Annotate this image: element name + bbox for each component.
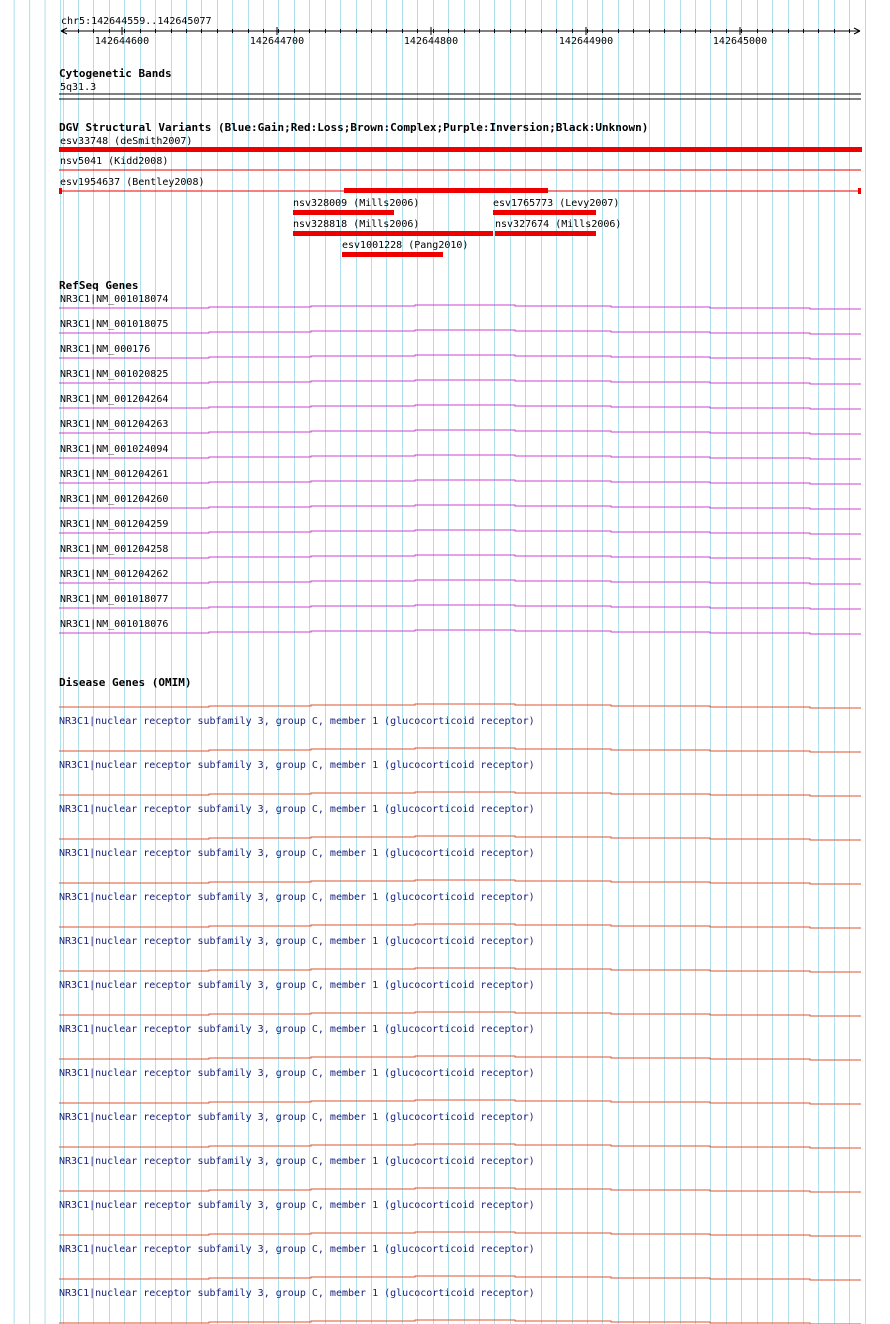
variant-label[interactable]: nsv5041 (Kidd2008) [60,156,169,167]
omim-track-title: Disease Genes (OMIM) [59,676,192,689]
refseq-gene-label[interactable]: NR3C1|NM_001018077 [60,594,169,605]
refseq-gene-label[interactable]: NR3C1|NM_001204260 [60,494,169,505]
ruler [61,16,860,47]
omim-gene-label[interactable]: NR3C1|nuclear receptor subfamily 3, group C, member 1 (glucocorticoid receptor) [59,804,535,815]
refseq-gene-line[interactable] [59,605,861,609]
refseq-gene-label[interactable]: NR3C1|NM_000176 [60,344,151,355]
omim-gene-line[interactable] [59,968,861,972]
refseq-gene-line[interactable] [59,530,861,534]
ruler-tick-label: 142644900 [558,36,614,47]
cytoband-track [59,67,861,99]
ruler-tick-label: 142644600 [94,36,150,47]
refseq-gene-label[interactable]: NR3C1|NM_001020825 [60,369,169,380]
variant-block[interactable] [344,188,548,193]
refseq-gene-label[interactable]: NR3C1|NM_001204263 [60,419,169,430]
refseq-gene-label[interactable]: NR3C1|NM_001018076 [60,619,169,630]
omim-gene-label[interactable]: NR3C1|nuclear receptor subfamily 3, group C, member 1 (glucocorticoid receptor) [59,1068,535,1079]
omim-gene-line[interactable] [59,1188,861,1192]
refseq-gene-rows [59,294,861,634]
variant-bar-esv33748[interactable] [59,147,862,152]
refseq-gene-label[interactable]: NR3C1|NM_001204258 [60,544,169,555]
cytoband-label[interactable]: 5q31.3 [60,82,97,93]
variant-label[interactable]: nsv327674 (Mills2006) [495,219,622,230]
refseq-gene-label[interactable]: NR3C1|NM_001018074 [60,294,169,305]
omim-gene-label[interactable]: NR3C1|nuclear receptor subfamily 3, group C, member 1 (glucocorticoid receptor) [59,848,535,859]
omim-gene-line[interactable] [59,880,861,884]
omim-gene-line[interactable] [59,836,861,840]
refseq-gene-line[interactable] [59,630,861,634]
refseq-gene-label[interactable]: NR3C1|NM_001204259 [60,519,169,530]
omim-gene-label[interactable]: NR3C1|nuclear receptor subfamily 3, group C, member 1 (glucocorticoid receptor) [59,1288,535,1299]
omim-gene-label[interactable]: NR3C1|nuclear receptor subfamily 3, group C, member 1 (glucocorticoid receptor) [59,1156,535,1167]
refseq-gene-line[interactable] [59,555,861,559]
refseq-gene-line[interactable] [59,355,861,359]
omim-gene-label[interactable]: NR3C1|nuclear receptor subfamily 3, group C, member 1 (glucocorticoid receptor) [59,760,535,771]
omim-gene-line[interactable] [59,924,861,928]
variant-bar-nsv327674[interactable] [495,231,596,236]
refseq-gene-line[interactable] [59,455,861,459]
omim-gene-line[interactable] [59,1012,861,1016]
omim-gene-line[interactable] [59,1232,861,1236]
omim-gene-line[interactable] [59,1056,861,1060]
variant-bar-nsv328818[interactable] [293,231,493,236]
omim-gene-line [59,1320,861,1324]
omim-gene-label[interactable]: NR3C1|nuclear receptor subfamily 3, group C, member 1 (glucocorticoid receptor) [59,892,535,903]
refseq-gene-line[interactable] [59,480,861,484]
refseq-gene-line[interactable] [59,330,861,334]
omim-gene-label[interactable]: NR3C1|nuclear receptor subfamily 3, group C, member 1 (glucocorticoid receptor) [59,1024,535,1035]
omim-gene-label[interactable]: NR3C1|nuclear receptor subfamily 3, group C, member 1 (glucocorticoid receptor) [59,1112,535,1123]
omim-gene-rows [59,704,861,1324]
omim-gene-label[interactable]: NR3C1|nuclear receptor subfamily 3, group C, member 1 (glucocorticoid receptor) [59,980,535,991]
ruler-tick-label: 142644800 [403,36,459,47]
refseq-gene-line[interactable] [59,305,861,309]
variant-label[interactable]: esv1001228 (Pang2010) [342,240,469,251]
omim-track [59,676,861,1324]
omim-gene-label[interactable]: NR3C1|nuclear receptor subfamily 3, group C, member 1 (glucocorticoid receptor) [59,1200,535,1211]
omim-gene-line[interactable] [59,1100,861,1104]
omim-gene-line[interactable] [59,704,861,708]
omim-gene-label[interactable]: NR3C1|nuclear receptor subfamily 3, group C, member 1 (glucocorticoid receptor) [59,716,535,727]
refseq-track-title: RefSeq Genes [59,279,139,292]
grid-lines [14,0,865,1324]
refseq-gene-line[interactable] [59,380,861,384]
refseq-gene-line[interactable] [59,505,861,509]
refseq-gene-label[interactable]: NR3C1|NM_001204264 [60,394,169,405]
variant-label[interactable]: esv33748 (deSmith2007) [60,136,193,147]
refseq-gene-line[interactable] [59,580,861,584]
variant-label[interactable]: nsv328818 (Mills2006) [293,219,420,230]
ruler-tick-label: 142645000 [712,36,768,47]
refseq-gene-label[interactable]: NR3C1|NM_001204261 [60,469,169,480]
omim-gene-line[interactable] [59,748,861,752]
variant-label[interactable]: esv1765773 (Levy2007) [493,198,620,209]
refseq-track [59,279,861,634]
variant-label[interactable]: esv1954637 (Bentley2008) [60,177,205,188]
omim-gene-line[interactable] [59,1276,861,1280]
cytoband-track-title: Cytogenetic Bands [59,67,172,80]
variant-bar-esv1001228[interactable] [342,252,443,257]
refseq-gene-line[interactable] [59,430,861,434]
ruler-region-label: chr5:142644559..142645077 [61,16,212,27]
ruler-tick-label: 142644700 [249,36,305,47]
refseq-gene-label[interactable]: NR3C1|NM_001024094 [60,444,169,455]
omim-gene-line[interactable] [59,1144,861,1148]
variant-end-marker [858,188,861,194]
variant-bar-esv1765773[interactable] [493,210,596,215]
dgv-track-title: DGV Structural Variants (Blue:Gain;Red:Loss;Brown:Complex;Purple:Inversion;Black:Unknown) [59,121,649,134]
omim-gene-label[interactable]: NR3C1|nuclear receptor subfamily 3, group C, member 1 (glucocorticoid receptor) [59,936,535,947]
refseq-gene-label[interactable]: NR3C1|NM_001018075 [60,319,169,330]
refseq-gene-label[interactable]: NR3C1|NM_001204262 [60,569,169,580]
variant-label[interactable]: nsv328009 (Mills2006) [293,198,420,209]
variant-end-marker [59,188,62,194]
omim-gene-line[interactable] [59,792,861,796]
omim-gene-label[interactable]: NR3C1|nuclear receptor subfamily 3, group C, member 1 (glucocorticoid receptor) [59,1244,535,1255]
variant-bar-nsv328009[interactable] [293,210,394,215]
refseq-gene-line[interactable] [59,405,861,409]
